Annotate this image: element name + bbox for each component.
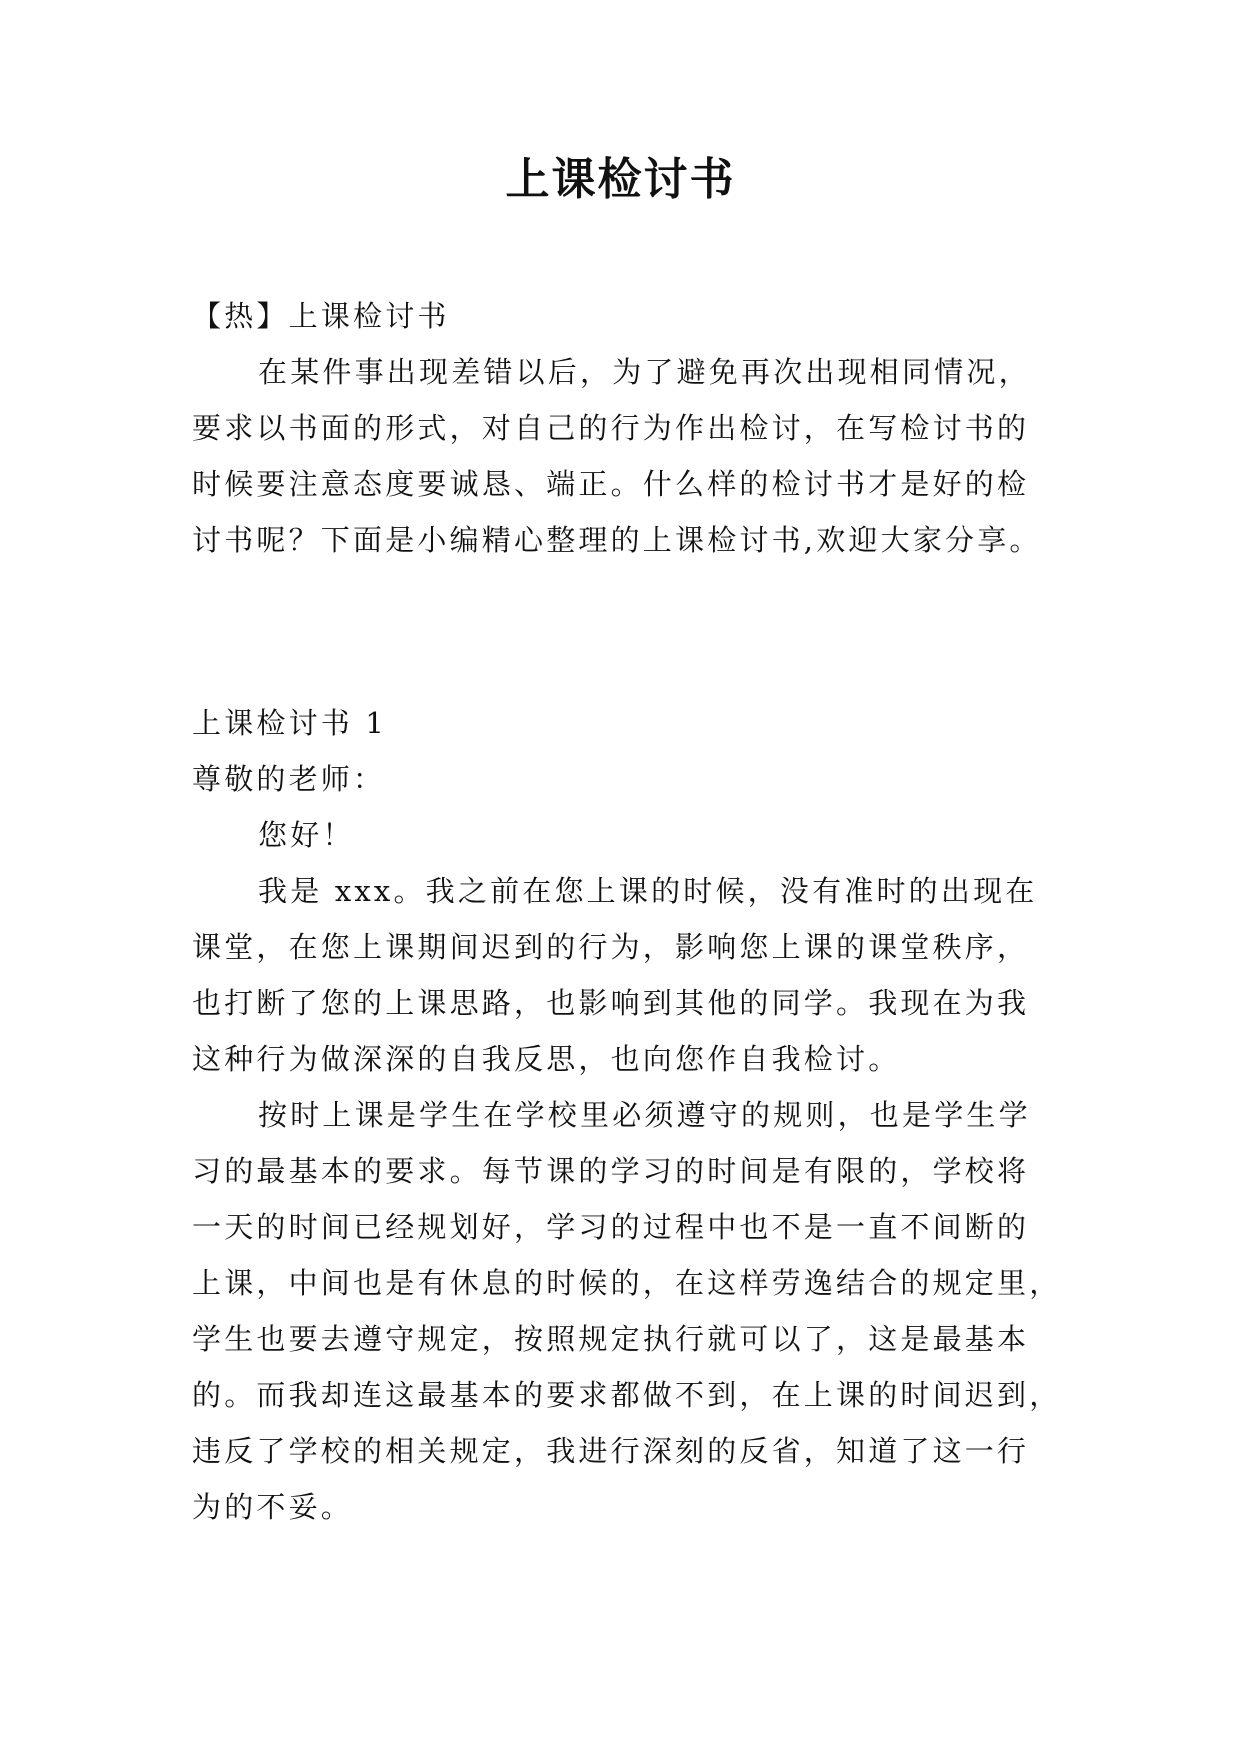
salutation: 尊敬的老师： [192, 762, 386, 796]
paragraph-line: 为的不妥。 [192, 1490, 354, 1524]
section-heading: 上课检讨书 1 [192, 706, 388, 740]
paragraph-line: 的。而我却连这最基本的要求都做不到，在上课的时间迟到， [192, 1378, 1062, 1412]
intro-heading: 【热】上课检讨书 [192, 299, 450, 333]
paragraph-line: 要求以书面的形式，对自己的行为作出检讨，在写检讨书的 [192, 411, 1030, 445]
letter-paragraph-2 [192, 1087, 1072, 1535]
paragraph-line: 课堂，在您上课期间迟到的行为，影响您上课的课堂秩序， [192, 930, 1030, 964]
paragraph-line: 这种行为做深深的自我反思，也向您作自我检讨。 [192, 1042, 901, 1076]
paragraph-line: 在某件事出现差错以后，为了避免再次出现相同情况， [258, 355, 1031, 389]
greeting: 您好！ [258, 818, 355, 852]
letter-section-1 [192, 695, 1072, 1535]
paragraph-line: 上课，中间也是有休息的时候的，在这样劳逸结合的规定里， [192, 1266, 1062, 1300]
paragraph-line: 也打断了您的上课思路，也影响到其他的同学。我现在为我 [192, 986, 1030, 1020]
paragraph-line: 我是 xxx。我之前在您上课的时候，没有准时的出现在 [258, 874, 1038, 908]
paragraph-line: 讨书呢？下面是小编精心整理的上课检讨书,欢迎大家分享。 [192, 523, 1042, 557]
paragraph-line: 时候要注意态度要诚恳、端正。什么样的检讨书才是好的检 [192, 467, 1030, 501]
intro-section [192, 288, 1072, 568]
paragraph-line: 一天的时间已经规划好，学习的过程中也不是一直不间断的 [192, 1210, 1030, 1244]
letter-paragraph-1 [192, 863, 1072, 1087]
intro-paragraph [192, 344, 1072, 568]
document-title: 上课检讨书 [505, 154, 736, 205]
paragraph-line: 学生也要去遵守规定，按照规定执行就可以了，这是最基本 [192, 1322, 1030, 1356]
paragraph-line: 习的最基本的要求。每节课的学习的时间是有限的，学校将 [192, 1154, 1030, 1188]
paragraph-line: 按时上课是学生在学校里必须遵守的规则，也是学生学 [258, 1098, 1031, 1132]
paragraph-line: 违反了学校的相关规定，我进行深刻的反省，知道了这一行 [192, 1434, 1030, 1468]
